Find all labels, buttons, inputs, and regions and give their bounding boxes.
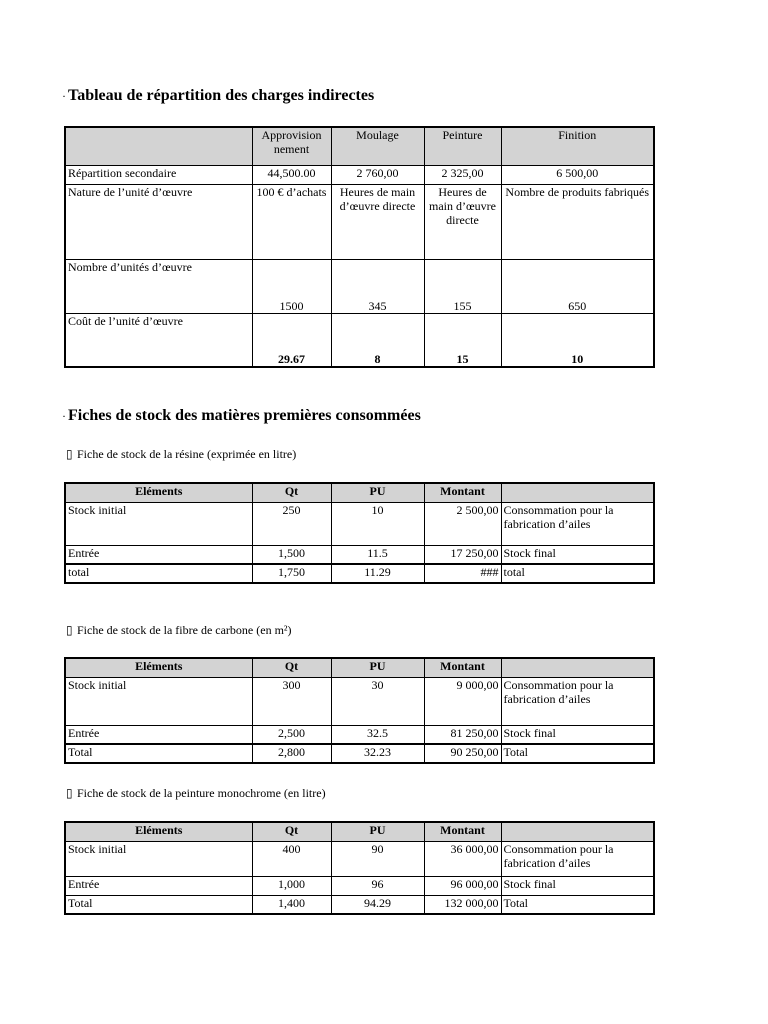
checkbox-glyph-icon: ▯ (66, 623, 73, 637)
cell-montant: 81 250,00 (424, 725, 501, 744)
cell-qt: 1,000 (252, 876, 331, 895)
row-label: Nombre d’unités d’œuvre (65, 259, 252, 313)
cell-value: 10 (501, 313, 654, 367)
section-heading-fiches-stock (62, 407, 421, 425)
cell-qt: 1,500 (252, 545, 331, 564)
cell-value: 6 500,00 (501, 165, 654, 184)
row-label: Nature de l’unité d’œuvre (65, 184, 252, 259)
cell-value: 15 (424, 313, 501, 367)
subtitle-text: Fiche de stock de la résine (exprimée en litre) (77, 447, 297, 461)
cell-montant: 90 250,00 (424, 744, 501, 763)
cell-value: 155 (424, 259, 501, 313)
row-label: Entrée (65, 725, 252, 744)
header-cell-pu: PU (331, 658, 424, 677)
cell-value: 8 (331, 313, 424, 367)
cell-qt: 1,750 (252, 564, 331, 583)
section-title: Tableau de répartition des charges indirectes (68, 87, 375, 104)
header-cell-pu: PU (331, 483, 424, 502)
cell-pu: 94.29 (331, 895, 424, 914)
stock-subtitle-peinture (66, 786, 326, 801)
subtitle-text: Fiche de stock de la peinture monochrome (en litre) (77, 786, 326, 800)
cell-qt: 1,400 (252, 895, 331, 914)
cell-note: Stock final (501, 876, 654, 895)
cell-note: Stock final (501, 725, 654, 744)
header-cell-peinture: Peinture (424, 127, 501, 165)
cell-value: Nombre de produits fabriqués (501, 184, 654, 259)
row-label: Stock initial (65, 677, 252, 725)
section-title: Fiches de stock des matières premières consommées (68, 407, 421, 424)
row-label: Entrée (65, 876, 252, 895)
header-cell-montant: Montant (424, 822, 501, 841)
header-cell-montant: Montant (424, 658, 501, 677)
header-cell-empty (65, 127, 252, 165)
header-cell-approvisionnement: Approvision nement (252, 127, 331, 165)
bullet-icon: · (62, 409, 66, 423)
cell-value: 29.67 (252, 313, 331, 367)
row-label: total (65, 564, 252, 583)
bullet-icon: · (62, 89, 66, 103)
checkbox-glyph-icon: ▯ (66, 786, 73, 800)
cell-montant: 36 000,00 (424, 841, 501, 876)
table-row (65, 725, 654, 744)
stock-table-fibre-carbone (64, 657, 655, 764)
cell-value: 1500 (252, 259, 331, 313)
table-row (65, 895, 654, 914)
header-cell-empty (501, 658, 654, 677)
cell-note: Total (501, 744, 654, 763)
cell-note: Consommation pour la fabrication d’ailes (501, 677, 654, 725)
cell-pu: 10 (331, 502, 424, 545)
cell-value: Heures de main d’œuvre directe (424, 184, 501, 259)
stock-table-resine (64, 482, 655, 584)
cell-qt: 2,500 (252, 725, 331, 744)
cell-value: 2 325,00 (424, 165, 501, 184)
header-cell-qt: Qt (252, 822, 331, 841)
cell-montant: 9 000,00 (424, 677, 501, 725)
cell-pu: 32.23 (331, 744, 424, 763)
cell-montant: 17 250,00 (424, 545, 501, 564)
cell-value: 44,500.00 (252, 165, 331, 184)
cell-pu: 11.29 (331, 564, 424, 583)
row-label: Total (65, 895, 252, 914)
subtitle-text: Fiche de stock de la fibre de carbone (en m²) (77, 623, 292, 637)
header-cell-finition: Finition (501, 127, 654, 165)
cell-note: Consommation pour la fabrication d’ailes (501, 841, 654, 876)
cell-pu: 30 (331, 677, 424, 725)
table-row (65, 677, 654, 725)
row-label: Total (65, 744, 252, 763)
stock-subtitle-resine (66, 447, 296, 462)
checkbox-glyph-icon: ▯ (66, 447, 73, 461)
row-label: Entrée (65, 545, 252, 564)
header-cell-pu: PU (331, 822, 424, 841)
cell-montant: 96 000,00 (424, 876, 501, 895)
row-label: Stock initial (65, 841, 252, 876)
table-row (65, 841, 654, 876)
table-row (65, 184, 654, 259)
cell-note: total (501, 564, 654, 583)
cell-pu: 32.5 (331, 725, 424, 744)
header-cell-empty (501, 483, 654, 502)
cell-pu: 96 (331, 876, 424, 895)
table-row (65, 502, 654, 545)
table-row (65, 744, 654, 763)
header-cell-qt: Qt (252, 658, 331, 677)
stock-table-peinture (64, 821, 655, 915)
cell-qt: 2,800 (252, 744, 331, 763)
stock-subtitle-fibre-carbone (66, 623, 292, 638)
cell-montant: 2 500,00 (424, 502, 501, 545)
cell-value: 100 € d’achats (252, 184, 331, 259)
section-heading-repartition (62, 87, 374, 105)
cell-note: Consommation pour la fabrication d’ailes (501, 502, 654, 545)
table-row (65, 564, 654, 583)
cell-pu: 90 (331, 841, 424, 876)
row-label: Répartition secondaire (65, 165, 252, 184)
table-row (65, 313, 654, 367)
cell-note: Total (501, 895, 654, 914)
header-cell-elements: Eléments (65, 483, 252, 502)
cell-value: 650 (501, 259, 654, 313)
header-cell-qt: Qt (252, 483, 331, 502)
cell-value: 345 (331, 259, 424, 313)
cell-qt: 300 (252, 677, 331, 725)
header-cell-empty (501, 822, 654, 841)
cell-montant: ### (424, 564, 501, 583)
cell-qt: 250 (252, 502, 331, 545)
cell-qt: 400 (252, 841, 331, 876)
header-cell-moulage: Moulage (331, 127, 424, 165)
cell-pu: 11.5 (331, 545, 424, 564)
cell-montant: 132 000,00 (424, 895, 501, 914)
table-row (65, 876, 654, 895)
cell-note: Stock final (501, 545, 654, 564)
table-row (65, 259, 654, 313)
row-label: Coût de l’unité d’œuvre (65, 313, 252, 367)
row-label: Stock initial (65, 502, 252, 545)
table-row (65, 545, 654, 564)
cell-value: Heures de main d’œuvre directe (331, 184, 424, 259)
table-row (65, 165, 654, 184)
header-cell-elements: Eléments (65, 658, 252, 677)
repartition-table (64, 126, 655, 368)
cell-value: 2 760,00 (331, 165, 424, 184)
header-cell-montant: Montant (424, 483, 501, 502)
header-cell-elements: Eléments (65, 822, 252, 841)
